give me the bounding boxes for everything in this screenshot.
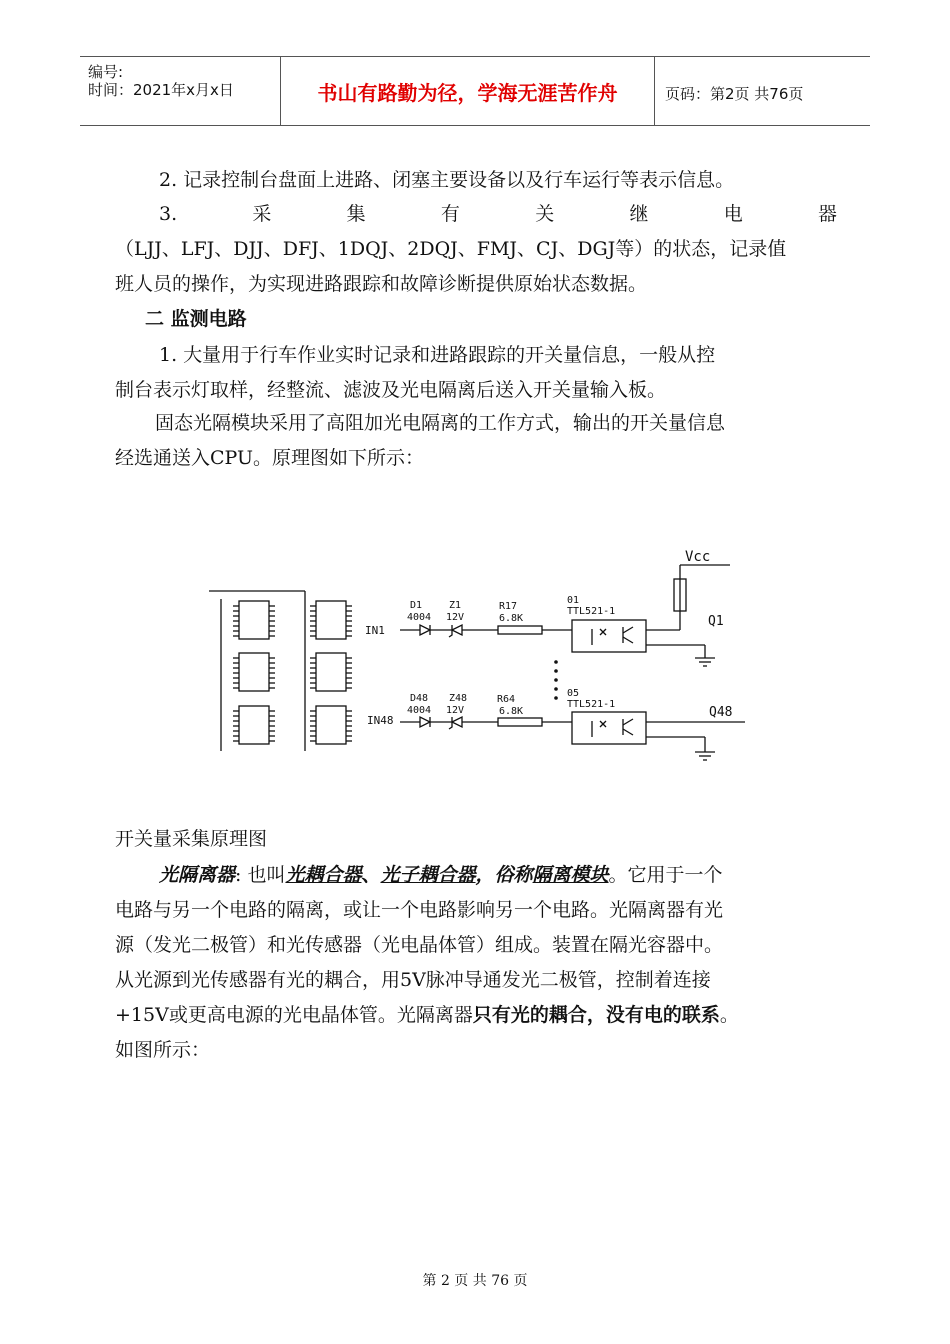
page-footer: 第 2 页 共 76 页 [422, 1273, 528, 1289]
d1-value: 4004 [407, 612, 432, 623]
para1-line1: 1. 大量用于行车作业实时记录和进路跟踪的开关量信息，一般从控 [159, 344, 716, 366]
optocoupler-1-icon [572, 620, 646, 652]
time-label: 时间：2021年x月x日 [88, 81, 234, 99]
para1-line2: 制台表示灯取样，经整流、滤波及光电隔离后送入开关量输入板。 [115, 379, 667, 401]
item-2: 2. 记录控制台盘面上进路、闭塞主要设备以及行车运行等表示信息。 [159, 169, 735, 191]
optocoupler-48-icon [572, 712, 646, 744]
opto-line5-pre: +15V或更高电源的光电晶体管。光隔离器 [115, 1004, 473, 1026]
motto: 书山有路勤为径，学海无涯苦作舟 [317, 81, 618, 105]
vcc-label: Vcc [685, 549, 711, 565]
r17-label: R17 [499, 601, 518, 612]
diode-d48-icon [420, 717, 430, 727]
o1-label: 01 [567, 595, 580, 606]
d1-label: D1 [410, 600, 423, 611]
ic-chip [239, 653, 269, 691]
item-3-line2: （LJJ、LFJ、DJJ、DFJ、1DQJ、2DQJ、FMJ、CJ、DGJ等）的状态，记录值 [115, 238, 787, 260]
z48-value: 12V [446, 705, 465, 716]
o5-label: 05 [567, 688, 580, 699]
resistor-r64-icon [498, 718, 542, 726]
item-3-word: 3. [159, 203, 178, 225]
header-left-cell [80, 57, 281, 125]
q48-label: Q48 [709, 705, 733, 720]
opto-sep2: ，俗称 [475, 864, 533, 886]
opto-colon: : 也叫 [235, 864, 286, 886]
resistor-r17-icon [498, 626, 542, 634]
para2-line1: 固态光隔模块采用了高阻加光电隔离的工作方式，输出的开关量信息 [155, 412, 726, 434]
para2-line2: 经选通送入CPU。原理图如下所示： [115, 447, 425, 469]
in1-label: IN1 [365, 624, 385, 637]
page-header [80, 56, 870, 126]
z1-label: Z1 [449, 600, 462, 611]
item-3-word: 器 [817, 203, 837, 225]
z48-label: Z48 [449, 693, 468, 704]
opto-term: 光隔离器 [159, 864, 236, 886]
opto-line2: 电路与另一个电路的隔离，或让一个电路影响另一个电路。光隔离器有光 [115, 899, 724, 921]
r64-value: 6.8K [499, 706, 524, 717]
opto-line5-end: 。 [719, 1004, 739, 1026]
r17-value: 6.8K [499, 613, 524, 624]
opto-alias2: 光子耦合器 [380, 864, 476, 886]
opto-line3: 源（发光二极管）和光传感器（光电晶体管）组成。装置在隔光容器中。 [115, 934, 724, 956]
q1-label: Q1 [708, 614, 724, 629]
in48-label: IN48 [367, 714, 394, 727]
item-3-word: 关 [535, 203, 555, 225]
figure-caption: 开关量采集原理图 [115, 828, 268, 850]
zener-z48-icon [452, 717, 462, 727]
ic-chip [239, 706, 269, 744]
item-3-word: 采 [252, 203, 272, 225]
z1-value: 12V [446, 612, 465, 623]
opto-line4: 从光源到光传感器有光的耦合，用5V脉冲导通发光二极管，控制着连接 [115, 969, 711, 991]
opto-alias3: 隔离模块 [532, 864, 609, 886]
ttl2-label: TTL521-1 [567, 699, 616, 710]
d48-label: D48 [410, 693, 429, 704]
item-3-words [159, 197, 837, 231]
opto-line5-bold: 只有光的耦合，没有电的联系 [472, 1004, 720, 1026]
item-3-word: 集 [346, 203, 366, 225]
ic-chip [316, 653, 346, 691]
zener-z1-icon [452, 625, 462, 635]
header-right-cell [655, 57, 870, 125]
d48-value: 4004 [407, 705, 432, 716]
opto-line6: 如图所示： [115, 1039, 211, 1061]
diode-d1-icon [420, 625, 430, 635]
number-label: 编号: [88, 63, 124, 81]
ellipsis-dots [554, 660, 558, 700]
opto-line5 [115, 998, 837, 1032]
ic-chip [316, 706, 346, 744]
opto-line1 [159, 858, 881, 892]
ic-pins [233, 606, 352, 741]
item-3-word: 继 [629, 203, 649, 225]
item-3-word: 有 [440, 203, 460, 225]
header-center-cell [281, 57, 655, 125]
ic-chip [316, 601, 346, 639]
opto-alias1: 光耦合器 [285, 864, 362, 886]
ttl1-label: TTL521-1 [567, 606, 616, 617]
page-code: 页码：第2页 共76页 [665, 85, 804, 103]
r64-label: R64 [497, 694, 516, 705]
opto-sep1: 、 [361, 864, 381, 886]
ic-chip [239, 601, 269, 639]
switch-acquisition-circuit [205, 545, 765, 775]
ic-chip-grid [239, 601, 346, 744]
item-3-line3: 班人员的操作，为实现进路跟踪和故障诊断提供原始状态数据。 [115, 273, 648, 295]
item-3-line1 [159, 197, 837, 231]
section-title: 二 监测电路 [145, 308, 247, 330]
item-3-word: 电 [723, 203, 743, 225]
opto-rest1: 。它用于一个 [608, 864, 723, 886]
